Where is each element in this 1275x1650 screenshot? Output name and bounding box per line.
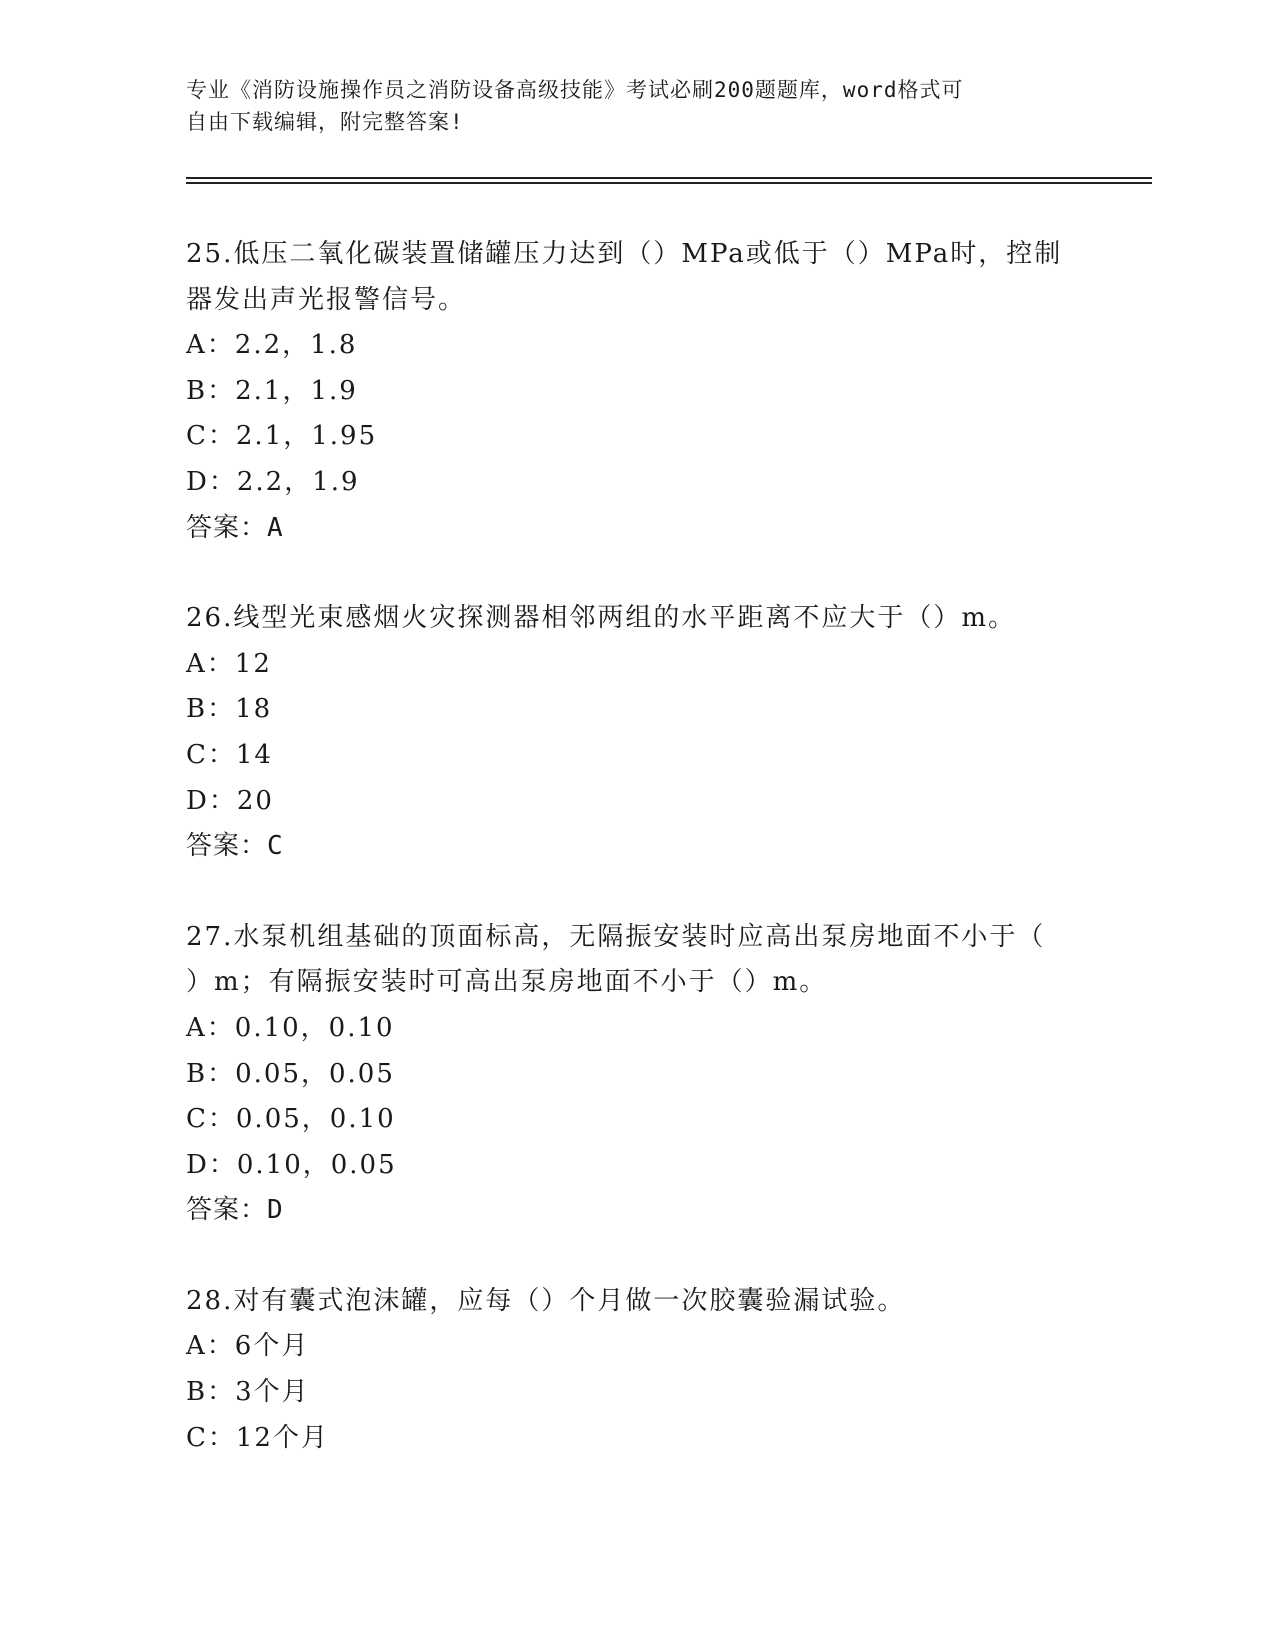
question-text-line: 28.对有囊式泡沫罐，应每（）个月做一次胶囊验漏试验。 bbox=[186, 1285, 906, 1316]
question-text-line: ）m；有隔振安装时可高出泵房地面不小于（）m。 bbox=[186, 967, 828, 998]
option-b: B：0.05，0.05 bbox=[186, 1058, 395, 1089]
option-a: A：12 bbox=[186, 648, 272, 679]
question-text-line: 器发出声光报警信号。 bbox=[186, 284, 467, 315]
option-d: D：2.2，1.9 bbox=[186, 466, 360, 497]
option-c: C：12个月 bbox=[186, 1422, 329, 1453]
option-a: A：0.10，0.10 bbox=[186, 1012, 395, 1043]
option-c: C：14 bbox=[186, 739, 273, 770]
header-divider-top bbox=[186, 177, 1152, 179]
option-b: B：2.1，1.9 bbox=[186, 375, 358, 406]
question-text-line: 26.线型光束感烟火灾探测器相邻两组的水平距离不应大于（）m。 bbox=[186, 603, 1017, 634]
option-b: B：18 bbox=[186, 694, 273, 725]
header-divider-bottom bbox=[186, 182, 1152, 184]
header-line-1: 专业《消防设施操作员之消防设备高级技能》考试必刷200题题库，word格式可 bbox=[186, 78, 964, 102]
answer-label: 答案：C bbox=[186, 831, 284, 862]
option-a: A：6个月 bbox=[186, 1331, 310, 1362]
option-c: C：2.1，1.95 bbox=[186, 421, 378, 452]
document-header bbox=[186, 74, 1066, 138]
question-text-line: 27.水泵机组基础的顶面标高，无隔振安装时应高出泵房地面不小于（ bbox=[186, 921, 1046, 952]
question-list bbox=[186, 232, 1086, 1506]
question-28 bbox=[186, 1279, 1086, 1461]
option-d: D：20 bbox=[186, 785, 274, 816]
question-27 bbox=[186, 915, 1086, 1234]
header-line-2: 自由下载编辑，附完整答案! bbox=[186, 110, 464, 134]
option-c: C：0.05，0.10 bbox=[186, 1104, 396, 1135]
question-26 bbox=[186, 596, 1086, 870]
question-text-line: 25.低压二氧化碳装置储罐压力达到（）MPa或低于（）MPa时，控制 bbox=[186, 239, 1063, 269]
answer-label: 答案：A bbox=[186, 512, 284, 543]
option-a: A：2.2，1.8 bbox=[186, 330, 358, 361]
answer-label: 答案：D bbox=[186, 1195, 284, 1226]
option-b: B：3个月 bbox=[186, 1377, 310, 1408]
option-d: D：0.10，0.05 bbox=[186, 1149, 397, 1180]
question-25 bbox=[186, 232, 1086, 551]
